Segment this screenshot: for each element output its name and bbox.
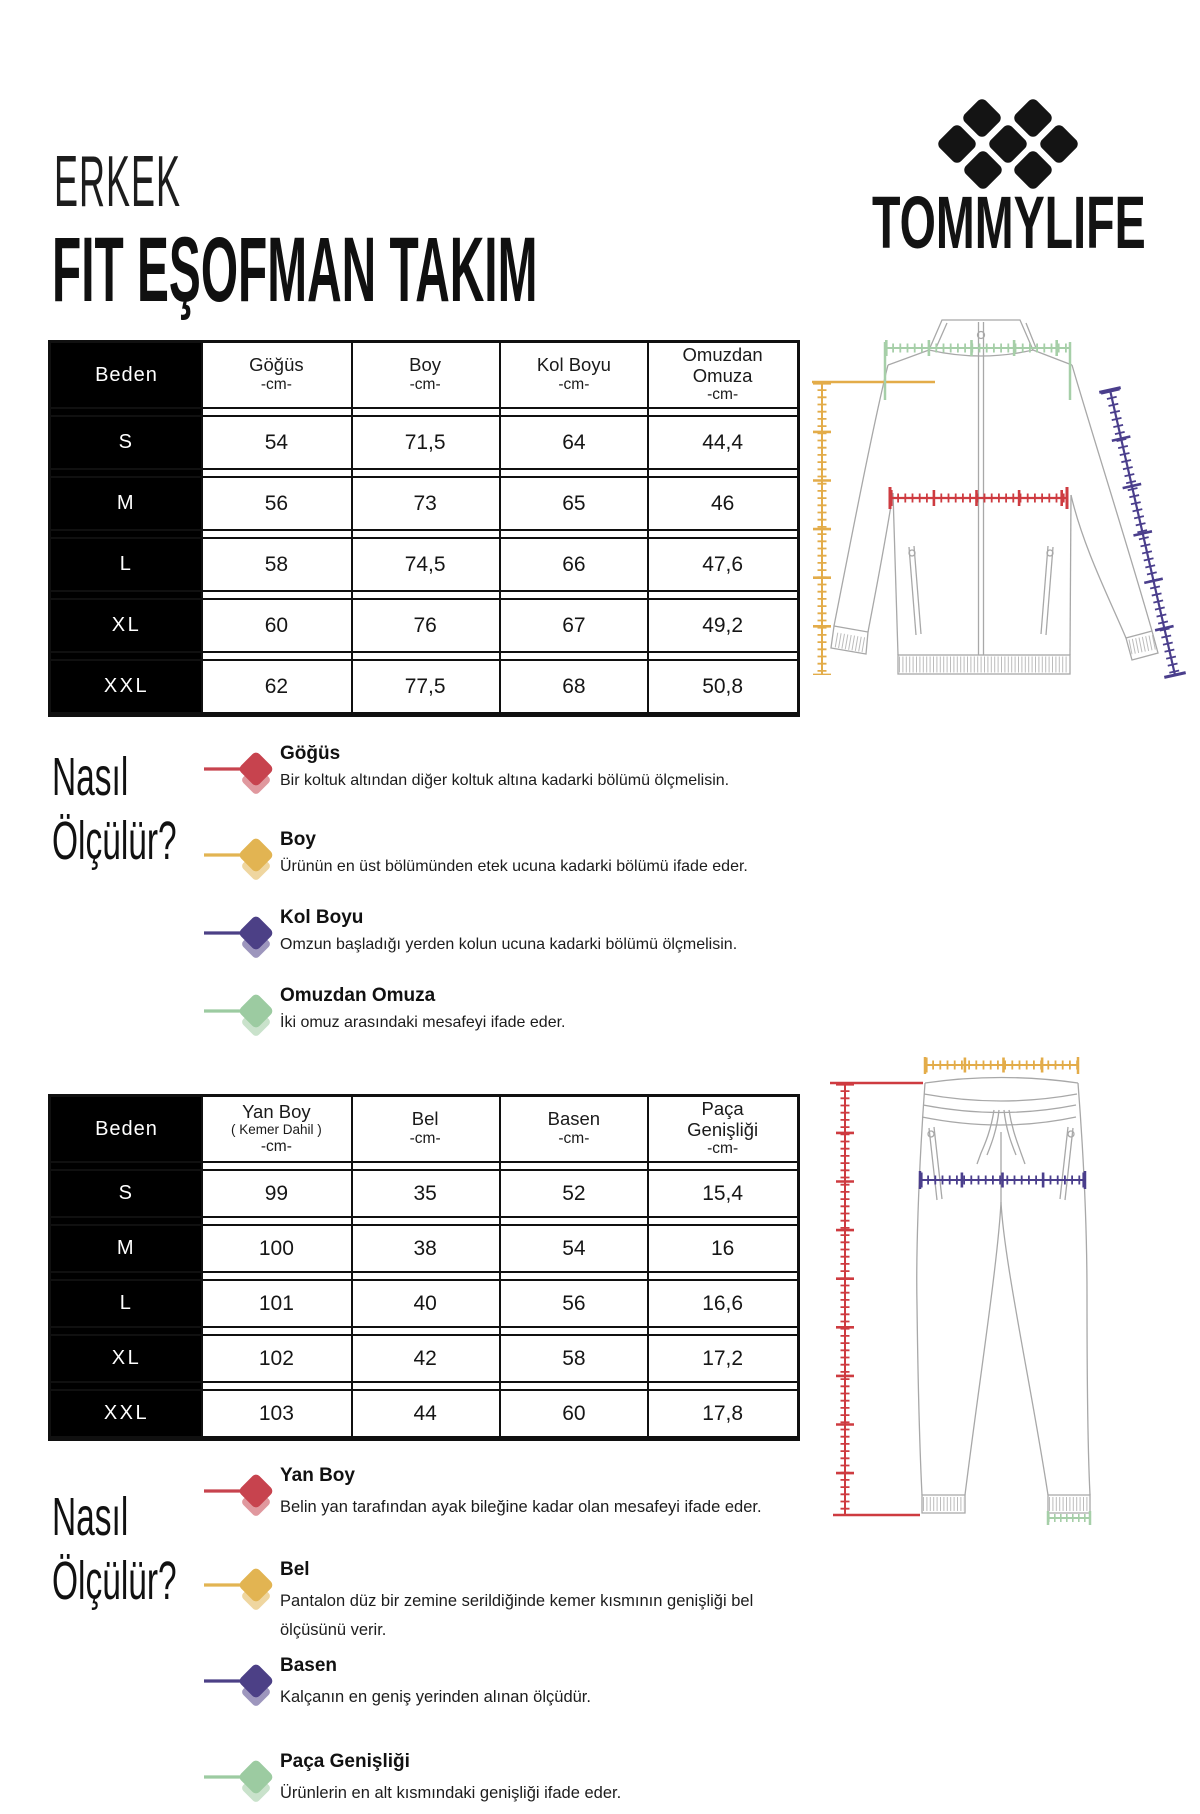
legend-item: Basen Kalçanın en geniş yerinden alınan ölçüdür. <box>280 1655 591 1706</box>
waist-ruler <box>925 1057 1078 1074</box>
pants-size-table <box>48 1094 800 1441</box>
column-header: Paça Genişliği -cm- <box>687 1097 759 1158</box>
legend-item: Omuzdan Omuza İki omuz arasındaki mesafeyi ifade eder. <box>280 985 566 1031</box>
size-column-header: Beden <box>95 363 158 386</box>
table-row: XXL 103 44 60 17,8 <box>51 1389 797 1438</box>
length-diamond-icon <box>198 828 282 892</box>
brand-logo-icon <box>930 96 1090 192</box>
side-length-diamond-icon <box>198 1464 282 1528</box>
legend-item: Kol Boyu Omzun başladığı yerden kolun ucuna kadarki bölümü ölçmelisin. <box>280 907 738 953</box>
jacket-diagram <box>785 295 1200 695</box>
column-divider <box>647 343 650 714</box>
legend-item: Yan Boy Belin yan tarafından ayak bileğine kadar olan mesafeyi ifade eder. <box>280 1465 762 1516</box>
sleeve-diamond-icon <box>198 906 282 970</box>
table-row: XL 102 42 58 17,2 <box>51 1334 797 1383</box>
column-header: Boy -cm- <box>409 354 442 394</box>
shoulder-diamond-icon <box>198 984 282 1048</box>
table-row: L 58 74,5 66 47,6 <box>51 537 797 592</box>
column-header: Kol Boyu -cm- <box>536 354 611 394</box>
column-divider <box>499 1097 502 1438</box>
shoulder-ruler <box>885 342 1070 400</box>
column-header: Yan Boy ( Kemer Dahil ) -cm- <box>230 1100 322 1155</box>
pants-diagram <box>810 1050 1200 1530</box>
legend-item: Göğüs Bir koltuk altından diğer koltuk altına kadarki bölümü ölçmelisin. <box>280 743 730 789</box>
length-ruler <box>812 382 935 675</box>
column-divider <box>351 343 354 714</box>
table-row: M 100 38 54 16 <box>51 1224 797 1273</box>
column-divider <box>201 1097 204 1438</box>
legend-item: Boy Ürünün en üst bölümünden etek ucuna kadarki bölümü ifade eder. <box>280 829 748 875</box>
hip-ruler <box>920 1171 1085 1189</box>
hip-diamond-icon <box>198 1654 282 1718</box>
table-header-row <box>51 343 797 409</box>
column-divider <box>351 1097 354 1438</box>
table-row: L 101 40 56 16,6 <box>51 1279 797 1328</box>
size-column-header: Beden <box>95 1117 158 1140</box>
chest-diamond-icon <box>198 742 282 806</box>
column-header: Bel -cm- <box>409 1108 441 1148</box>
column-header: Göğüs -cm- <box>249 354 304 394</box>
table-row: S 54 71,5 64 44,4 <box>51 415 797 470</box>
hem-width-diamond-icon <box>198 1750 282 1814</box>
category-label: ERKEK <box>54 142 182 222</box>
waist-diamond-icon <box>198 1558 282 1622</box>
how-to-measure-heading-line1: Nasıl <box>52 747 129 807</box>
column-divider <box>647 1097 650 1438</box>
column-header: Omuzdan Omuza -cm- <box>682 343 763 404</box>
table-row: S 99 35 52 15,4 <box>51 1169 797 1218</box>
legend-item: Paça Genişliği Ürünlerin en alt kısmındaki genişliği ifade eder. <box>280 1751 622 1802</box>
jacket-size-table <box>48 340 800 717</box>
table-row: XXL 62 77,5 68 50,8 <box>51 659 797 714</box>
table-row: XL 60 76 67 49,2 <box>51 598 797 653</box>
table-row: M 56 73 65 46 <box>51 476 797 531</box>
how-to-measure-heading-line1: Nasıl <box>52 1487 129 1547</box>
how-to-measure-heading-line2: Ölçülür? <box>52 1551 177 1611</box>
side-length-ruler <box>830 1083 923 1515</box>
column-divider <box>499 343 502 714</box>
page-title: FIT EŞOFMAN TAKIM <box>52 219 538 321</box>
column-header: Basen -cm- <box>547 1108 601 1148</box>
table-header-row <box>51 1097 797 1163</box>
how-to-measure-heading-line2: Ölçülür? <box>52 811 177 871</box>
column-divider <box>201 343 204 714</box>
legend-item: Bel Pantalon düz bir zemine serildiğinde kemer kısmının genişliği bel ölçüsünü verir. <box>280 1559 754 1639</box>
brand-name: TOMMYLIFE <box>872 181 1146 264</box>
